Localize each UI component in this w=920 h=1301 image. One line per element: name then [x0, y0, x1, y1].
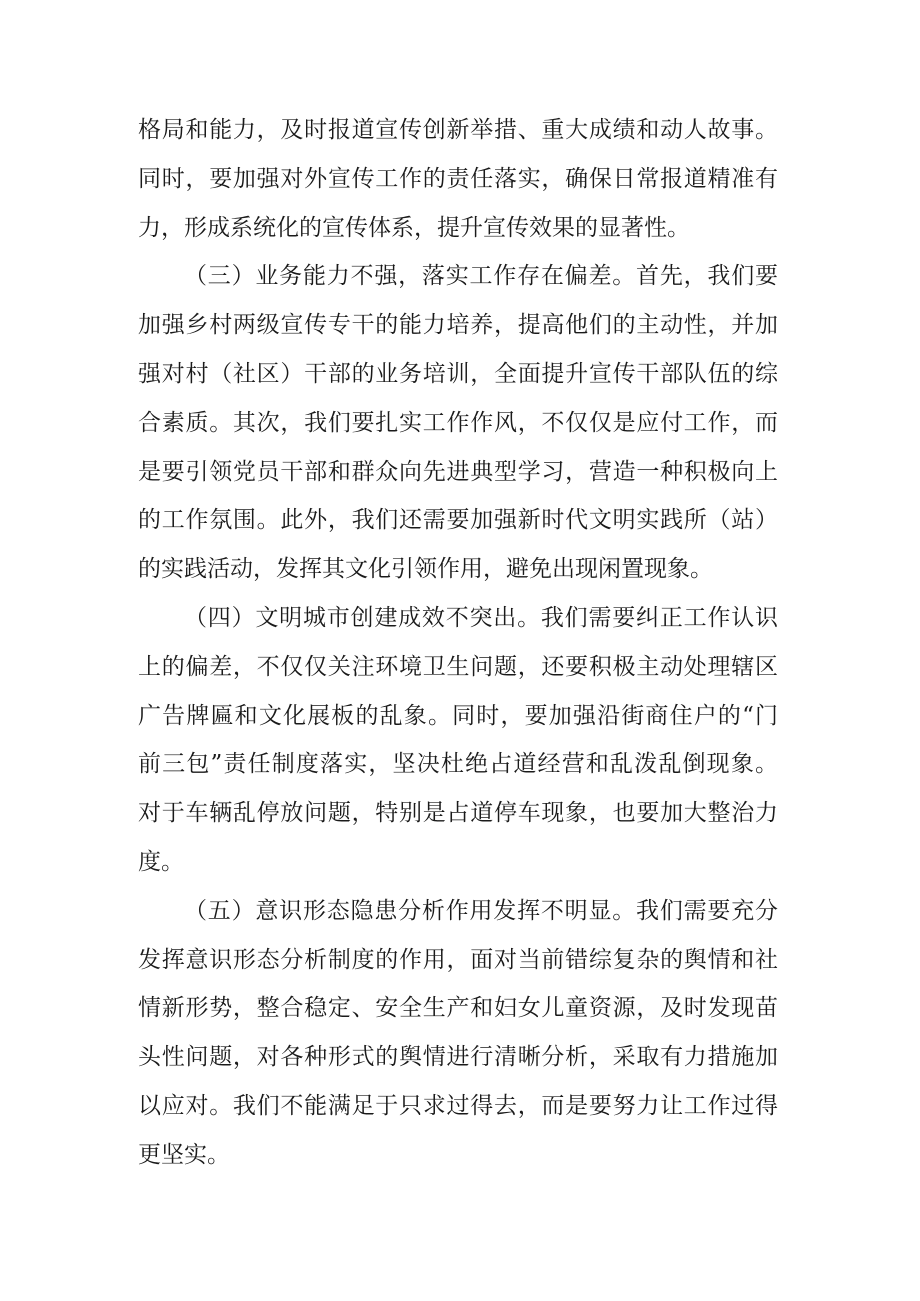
text-line: 发挥意识形态分析制度的作用，面对当前错综复杂的舆情和社	[138, 946, 778, 973]
text-line: 上的偏差，不仅仅关注环境卫生问题，还要积极主动处理辖区	[138, 653, 778, 680]
text-line: 情新形势，整合稳定、安全生产和妇女儿童资源，及时发现苗	[138, 995, 778, 1022]
text-line: 同时，要加强对外宣传工作的责任落实，确保日常报道精准有	[138, 165, 778, 192]
text-line: 力，形成系统化的宣传体系，提升宣传效果的显著性。	[138, 214, 690, 241]
text-line: 加强乡村两级宣传专干的能力培养，提高他们的主动性，并加	[138, 312, 778, 339]
text-line: 更坚实。	[138, 1141, 230, 1168]
document-body	[138, 106, 778, 1180]
text-line: 对于车辆乱停放问题，特别是占道停车现象，也要加大整治力	[138, 800, 778, 827]
section-heading-line: （五）意识形态隐患分析作用发挥不明显。我们需要充分	[184, 897, 778, 924]
text-line: 前三包”责任制度落实，坚决杜绝占道经营和乱泼乱倒现象。	[138, 751, 778, 778]
text-line: 的工作氛围。此外，我们还需要加强新时代文明实践所（站）	[138, 507, 778, 534]
text-line: 头性问题，对各种形式的舆情进行清晰分析，采取有力措施加	[138, 1044, 778, 1071]
text-line: 广告牌匾和文化展板的乱象。同时，要加强沿街商住户的“门	[138, 702, 778, 729]
section-heading-line: （四）文明城市创建成效不突出。我们需要纠正工作认识	[184, 604, 778, 631]
text-line: 的实践活动，发挥其文化引领作用，避免出现闲置现象。	[138, 556, 713, 583]
text-line: 格局和能力，及时报道宣传创新举措、重大成绩和动人故事。	[138, 117, 778, 143]
text-line: 强对村（社区）干部的业务培训，全面提升宣传干部队伍的综	[138, 360, 778, 387]
section-heading-line: （三）业务能力不强，落实工作存在偏差。首先，我们要	[184, 263, 778, 290]
text-line: 度。	[138, 848, 184, 875]
text-line: 以应对。我们不能满足于只求过得去，而是要努力让工作过得	[138, 1092, 778, 1119]
text-line: 合素质。其次，我们要扎实工作作风，不仅仅是应付工作，而	[138, 409, 778, 436]
text-line: 是要引领党员干部和群众向先进典型学习，营造一种积极向上	[138, 458, 778, 485]
